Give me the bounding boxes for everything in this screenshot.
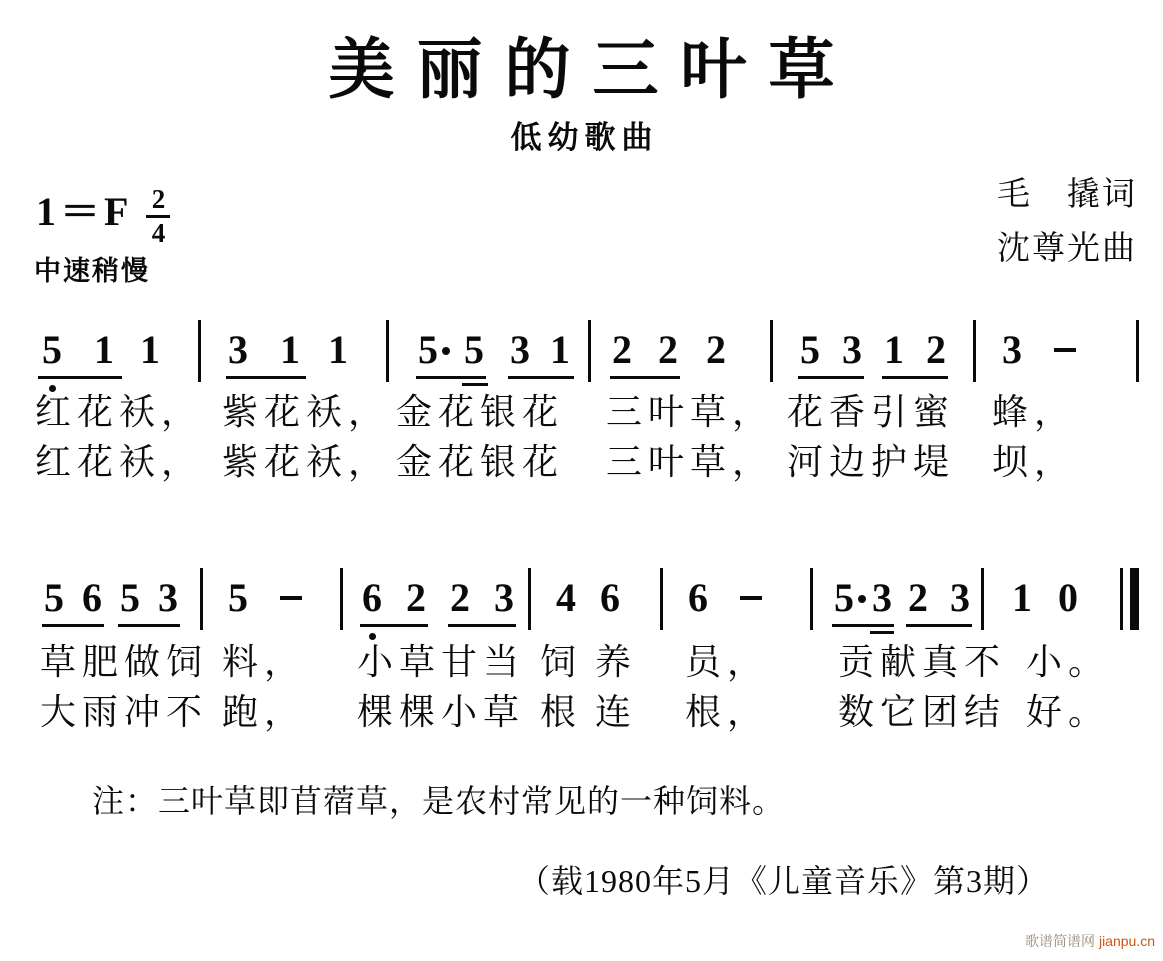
note-digit: 0: [1058, 575, 1078, 620]
lyric-chunk: 小草甘当: [357, 642, 526, 682]
note-digit: 1: [1012, 575, 1032, 620]
note-digit: 3: [510, 327, 530, 372]
note-digit: 2: [926, 327, 946, 372]
barline: [198, 320, 201, 382]
note-digit: 3: [842, 327, 862, 372]
lyric-chunk: 跑，: [222, 692, 307, 732]
lyric-chunk: 草肥做饲: [40, 642, 209, 682]
lyric-chunk: 大雨冲不: [40, 692, 209, 732]
note-digit: 2: [450, 575, 470, 620]
lyric-chunk: 根，: [685, 692, 770, 732]
time-signature: [146, 186, 170, 247]
lyric-chunk: 料，: [222, 642, 307, 682]
note-digit: 5: [800, 327, 820, 372]
song-title: 美丽的三叶草: [328, 34, 857, 107]
final-barline-thick: [1130, 568, 1139, 630]
note-digit: 1: [140, 327, 160, 372]
lyric-chunk: 三叶草，: [606, 392, 775, 432]
note-digit: 2: [908, 575, 928, 620]
watermark-site-name: 歌谱简谱网: [1025, 933, 1099, 949]
song-subtitle: 低幼歌曲: [510, 120, 659, 155]
beam-line-second: [462, 383, 488, 386]
beam-line: [118, 624, 180, 627]
key-prefix: 1＝F: [36, 189, 133, 234]
note-digit: 2: [406, 575, 426, 620]
barline: [973, 320, 976, 382]
note-digit: 1: [328, 327, 348, 372]
lyric-chunk: 红花袄，: [35, 442, 204, 482]
note-digit: 4: [556, 575, 576, 620]
note-digit: 5: [418, 327, 438, 372]
lyric-chunk: 紫花袄，: [222, 392, 391, 432]
lyric-chunk: 蜂，: [992, 392, 1077, 432]
note-digit: 2: [658, 327, 678, 372]
lyric-chunk: 连: [595, 692, 638, 732]
note-digit: 6: [362, 575, 382, 620]
beam-line: [798, 376, 864, 379]
dash-note: [740, 596, 762, 600]
dash-note: [1054, 348, 1076, 352]
lyric-chunk: 数它团结: [838, 692, 1007, 732]
watermark: [1025, 931, 1155, 951]
footnote: 注：三叶草即苜蓿草，是农村常见的一种饲料。: [92, 783, 786, 819]
note-digit: 5: [44, 575, 64, 620]
barline: [588, 320, 591, 382]
publication-attribution: （载1980年5月《儿童音乐》第3期）: [518, 863, 1050, 899]
key-signature: [36, 184, 170, 248]
barline: [528, 568, 531, 630]
lyric-chunk: 花香引蜜: [787, 392, 956, 432]
barline: [810, 568, 813, 630]
note-digit: 1: [280, 327, 300, 372]
barline: [386, 320, 389, 382]
beam-line: [38, 376, 122, 379]
note-digit: 1: [94, 327, 114, 372]
note-digit: 1: [550, 327, 570, 372]
lyric-chunk: 好。: [1026, 692, 1111, 732]
note-digit: 3: [950, 575, 970, 620]
note-digit: 6: [82, 575, 102, 620]
tempo-marking: 中速稍慢: [34, 256, 150, 286]
note-digit: 1: [884, 327, 904, 372]
note-digit: 6: [600, 575, 620, 620]
beam-line: [448, 624, 516, 627]
duration-dot: [858, 595, 866, 603]
composer-credit: 沈尊光曲: [997, 231, 1137, 267]
beam-line: [832, 624, 894, 627]
lyric-chunk: 饲: [540, 642, 583, 682]
note-digit: 3: [228, 327, 248, 372]
final-barline-thin: [1120, 568, 1123, 630]
note-digit: 3: [494, 575, 514, 620]
time-denominator: 4: [151, 218, 166, 248]
lyric-chunk: 河边护堤: [787, 442, 956, 482]
lyricist-credit: 毛 撬词: [997, 177, 1137, 213]
note-digit: 6: [688, 575, 708, 620]
time-numerator: 2: [151, 184, 166, 214]
note-digit: 5: [464, 327, 484, 372]
lyric-chunk: 三叶草，: [606, 442, 775, 482]
lyric-chunk: 金花银花: [396, 442, 565, 482]
note-digit: 5: [120, 575, 140, 620]
lyric-chunk: 紫花袄，: [222, 442, 391, 482]
barline: [770, 320, 773, 382]
beam-line: [360, 624, 428, 627]
beam-line-second: [870, 631, 894, 634]
barline: [200, 568, 203, 630]
lyric-chunk: 小。: [1026, 642, 1111, 682]
barline: [981, 568, 984, 630]
lyric-chunk: 金花银花: [396, 392, 565, 432]
beam-line: [610, 376, 680, 379]
barline: [340, 568, 343, 630]
lyric-chunk: 养: [595, 642, 638, 682]
dash-note: [280, 596, 302, 600]
lyric-chunk: 红花袄，: [35, 392, 204, 432]
lyric-chunk: 根: [540, 692, 583, 732]
duration-dot: [442, 347, 450, 355]
note-digit: 2: [706, 327, 726, 372]
octave-low-dot: [369, 633, 376, 640]
note-digit: 5: [834, 575, 854, 620]
octave-low-dot: [49, 385, 56, 392]
lyric-chunk: 坝，: [992, 442, 1077, 482]
beam-line: [906, 624, 972, 627]
watermark-site-url: jianpu.cn: [1098, 933, 1155, 949]
lyric-chunk: 员，: [685, 642, 770, 682]
note-digit: 5: [228, 575, 248, 620]
barline: [660, 568, 663, 630]
note-digit: 3: [872, 575, 892, 620]
note-digit: 5: [42, 327, 62, 372]
note-digit: 3: [1002, 327, 1022, 372]
beam-line: [882, 376, 948, 379]
lyric-chunk: 棵棵小草: [357, 692, 526, 732]
beam-line: [42, 624, 104, 627]
beam-line: [226, 376, 306, 379]
beam-line: [416, 376, 486, 379]
barline: [1136, 320, 1139, 382]
note-digit: 3: [158, 575, 178, 620]
beam-line: [508, 376, 574, 379]
note-digit: 2: [612, 327, 632, 372]
lyric-chunk: 贡献真不: [838, 642, 1007, 682]
